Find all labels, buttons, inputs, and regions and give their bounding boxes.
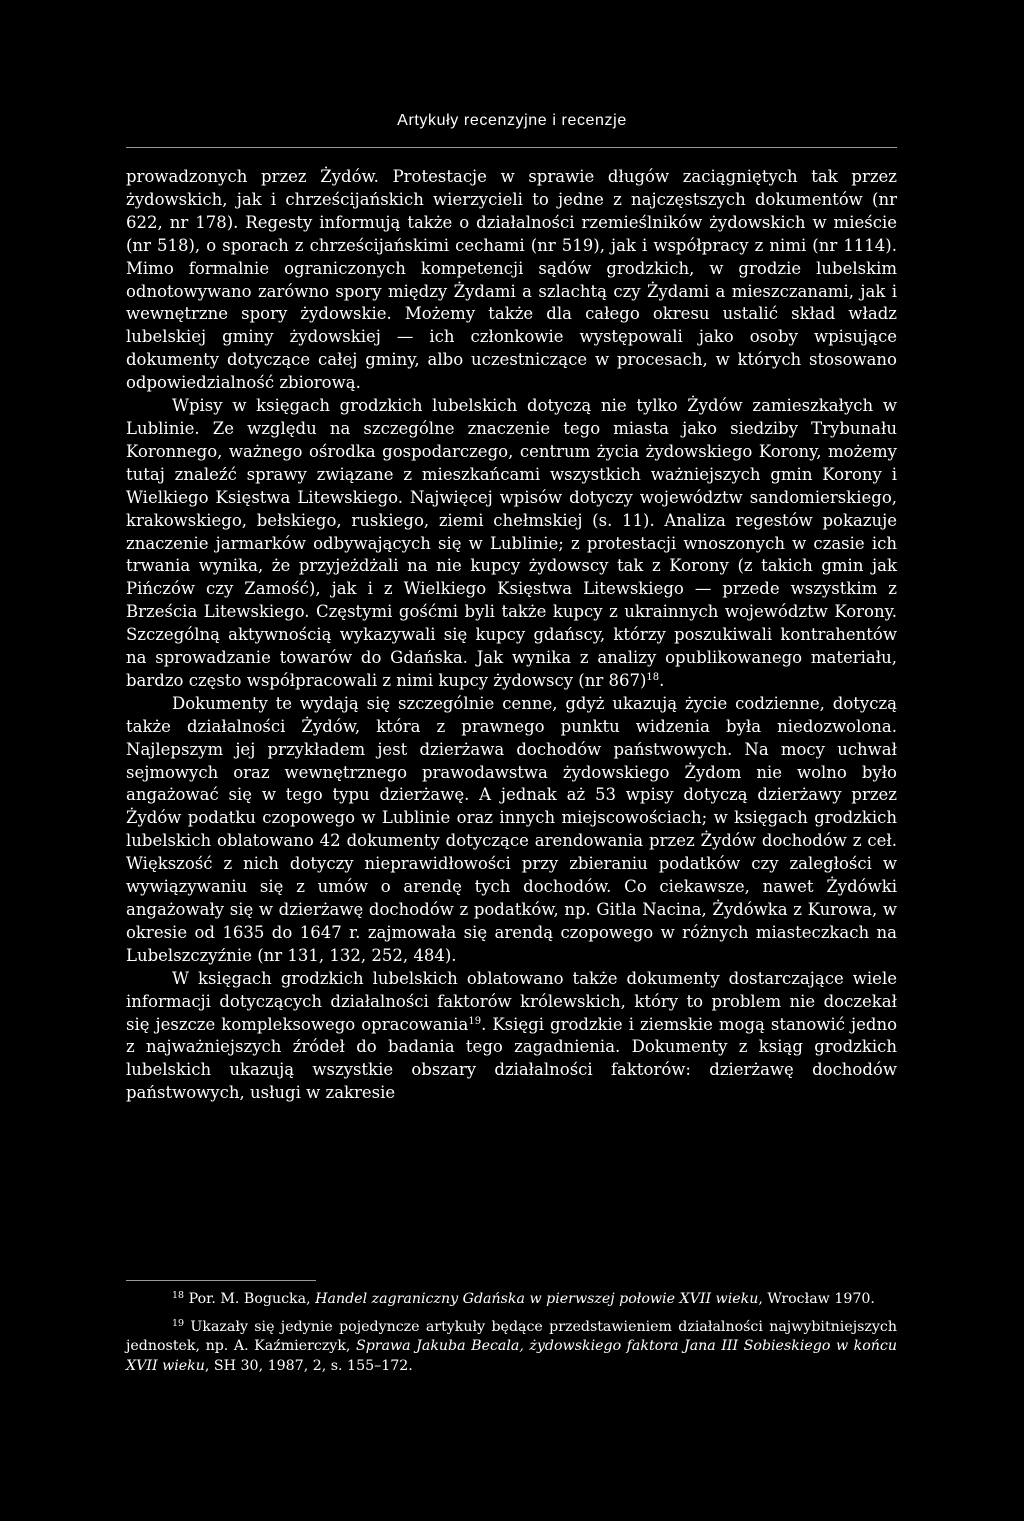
paragraph-4-text-b: . Księgi grodzkie i ziemskie mogą stanowić jedno z najważniejszych źródeł do badania tego zagadnienia. Dokumenty z ksiąg grodzkich lubelskich ukazują wszystkie obszary działalności faktorów: dzierżawę dochodów państwowych, usługi w zakresie <box>126 1014 898 1103</box>
footnotes <box>126 1290 897 1384</box>
paragraph-4 <box>126 968 897 1105</box>
footnote-text-end: , SH 30, 1987, 2, s. 155–172. <box>204 1357 413 1374</box>
header-rule <box>126 147 897 148</box>
paragraph-2 <box>126 395 897 693</box>
footnote-19 <box>126 1318 897 1377</box>
footnote-title: Handel zagraniczny Gdańska w pierwszej połowie XVII wieku <box>315 1291 759 1307</box>
footnote-text-end: , Wrocław 1970. <box>758 1291 875 1307</box>
running-head: Artykuły recenzyjne i recenzje <box>397 112 627 129</box>
footnote-title: Sprawa Jakuba Becala, żydowskiego faktora Jana III Sobieskiego w końcu XVII wieku <box>126 1338 897 1374</box>
footnote-number: 19 <box>172 1317 185 1329</box>
footnote-18 <box>126 1290 897 1310</box>
paragraph-4-text-a: W księgach grodzkich lubelskich oblatowano także dokumenty dostarczające wiele informacji dotyczących działalności faktorów królewskich, który to problem nie doczekał się jeszcze kompleksowego opracowania <box>126 968 897 1034</box>
body-text <box>126 166 897 1105</box>
footnote-number: 18 <box>172 1290 185 1301</box>
footnote-text: Por. M. Bogucka, <box>188 1291 316 1307</box>
paragraph-1: prowadzonych przez Żydów. Protestacje w sprawie długów zaciągniętych tak przez żydowskich, jak i chrześcijańskich wierzycieli to jedne z najczęstszych dokumentów (nr 622, nr 178). Regesty informują także o działalności rzemieślników żydowskich w mieście (nr 518), o sporach z chrześcijańskimi cechami (nr 519), jak i współpracy z nimi (nr 1114). Mimo formalnie ograniczonych kompetencji sądów grodzkich, w grodzie lubelskim odnotowywano zarówno spory między Żydami a szlachtą czy Żydami a mieszczanami, jak i wewnętrzne spory żydowskie. Możemy także dla całego okresu ustalić skład władz lubelskiej gminy żydowskiej — ich członkowie występowali jako osoby wpisujące dokumenty dotyczące całej gminy, albo uczestniczące w procesach, w których stosowano odpowiedzialność zbiorową. <box>126 167 897 393</box>
footnote-ref-18[interactable]: 18 <box>646 671 660 683</box>
footnote-text: Ukazały się jedynie pojedyncze artykuły będące przedstawieniem działalności najwybitniejszych jednostek, np. A. Kaźmierczyk, <box>126 1318 897 1355</box>
paragraph-2-text: Wpisy w księgach grodzkich lubelskich dotyczą nie tylko Żydów zamieszkałych w Lublinie. Ze względu na szczególne znaczenie tego miasta jako siedziby Trybunału Koronnego, ważnego ośrodka gospodarczego, centrum życia żydowskiego Korony, możemy tutaj znaleźć sprawy związane z mieszkańcami wszystkich ważniejszych gmin Korony i Wielkiego Księstwa Litewskiego. Najwięcej wpisów dotyczy województw sandomierskiego, krakowskiego, bełskiego, ruskiego, ziemi chełmskiej (s. 11). Analiza regestów pokazuje znaczenie jarmarków odbywających się w Lublinie; z protestacji wnoszonych w czasie ich trwania wynika, że przyjeżdżali na nie kupcy żydowscy tak z Korony (z takich gmin jak Pińczów czy Zamość), jak i z Wielkiego Księstwa Litewskiego — przede wszystkim z Brześcia Litewskiego. Częstymi gośćmi byli także kupcy z ukrainnych województw Korony. Szczególną aktywnością wykazywali się kupcy gdańscy, którzy poszukiwali kontrahentów na sprowadzanie towarów do Gdańska. Jak wynika z analizy opublikowanego materiału, bardzo często współpracowali z nimi kupcy żydowscy (nr 867) <box>126 396 897 690</box>
footnote-rule <box>126 1280 316 1281</box>
paragraph-3: Dokumenty te wydają się szczególnie cenne, gdyż ukazują życie codzienne, dotyczą także działalności Żydów, która z prawnego punktu widzenia była niedozwolona. Najlepszym jej przykładem jest dzierżawa dochodów państwowych. Na mocy uchwał sejmowych oraz wewnętrznego prawodawstwa żydowskiego Żydom nie wolno było angażować się w tego typu dzierżawę. A jednak aż 53 wpisy dotyczą dzierżawy przez Żydów podatku czopowego w Lublinie oraz innych miejscowościach; w księgach grodzkich lubelskich oblatowano 42 dokumenty dotyczące arendowania przez Żydów dochodów z ceł. Większość z nich dotyczy nieprawidłowości przy zbieraniu podatków czy zaległości w wywiązywaniu się z umów o arendę tych dochodów. Co ciekawsze, nawet Żydówki angażowały się w dzierżawę dochodów z podatków, np. Gitla Nacina, Żydówka z Kurowa, w okresie od 1635 do 1647 r. zajmowała się arendą czopowego w różnych miasteczkach na Lubelszczyźnie (nr 131, 132, 252, 484). <box>126 693 897 965</box>
paragraph-2-end: . <box>659 670 665 690</box>
footnote-ref-19[interactable]: 19 <box>468 1015 482 1027</box>
